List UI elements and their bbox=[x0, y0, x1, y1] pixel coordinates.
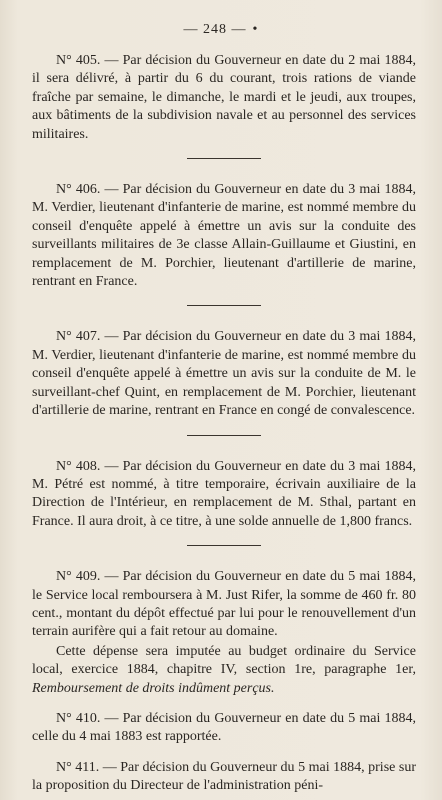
paragraph: N° 409. — Par décision du Gouverneur en date du 5 mai 1884, le Service local remboursera à M. Just Rifer, la somme de 460 fr. 80 cent., montant du dépôt effectué par lui pour le renouvellement d'un terrain aurifère qui a fait retour au domaine. bbox=[32, 569, 416, 640]
paragraph: N° 405. — Par décision du Gouverneur en date du 2 mai 1884, il sera délivré, à partir du 6 du courant, trois rations de viande fraîche par semaine, le dimanche, le mardi et le jeudi, aux troupes, aux bâtiments de la subdivision navale et au personnel des services militaires. bbox=[32, 53, 416, 142]
decision-411 bbox=[32, 759, 416, 796]
separator-rule bbox=[187, 305, 261, 306]
paragraph: N° 411. — Par décision du Gouverneur du 5 mai 1884, prise sur la proposition du Directeur de l'administration péni- bbox=[32, 759, 416, 794]
decision-409 bbox=[32, 568, 416, 698]
decision-406 bbox=[32, 181, 416, 291]
decision-407 bbox=[32, 328, 416, 420]
paragraph: N° 408. — Par décision du Gouverneur en date du 3 mai 1884, M. Pétré est nommé, à titre temporaire, écrivain auxiliaire de la Direction de l'Intérieur, en remplacement de M. Sthal, partant en France. Il aura droit, à ce titre, à une solde annuelle de 1,800 francs. bbox=[32, 458, 416, 529]
spacer bbox=[32, 698, 416, 710]
decision-408 bbox=[32, 458, 416, 532]
decision-405 bbox=[32, 52, 416, 144]
separator-rule bbox=[187, 435, 261, 436]
spacer bbox=[32, 747, 416, 759]
paragraph-continuation bbox=[32, 643, 416, 698]
document-body bbox=[32, 52, 416, 796]
paragraph-text: Cette dépense sera imputée au budget ordinaire du Service local, exercice 1884, chapitre IV, section 1re, paragraphe 1er, bbox=[32, 643, 416, 678]
paragraph: N° 410. — Par décision du Gouverneur en date du 5 mai 1884, celle du 4 mai 1883 est rapportée. bbox=[32, 710, 416, 745]
page-number bbox=[0, 22, 442, 38]
separator-rule bbox=[187, 545, 261, 546]
page-number-text: — 248 — bbox=[183, 22, 247, 37]
paragraph: N° 407. — Par décision du Gouverneur en date du 3 mai 1884, M. Verdier, lieutenant d'infanterie de marine, est nommé membre du conseil d'enquête appelé à émettre un avis sur la conduite de M. le surveillant-chef Quint, en remplacement de M. Porchier, lieutenant d'artillerie de marine, rentrant en France en congé de convalescence. bbox=[32, 329, 416, 419]
paragraph: N° 406. — Par décision du Gouverneur en date du 3 mai 1884, M. Verdier, lieutenant d'infanterie de marine, est nommé membre du conseil d'enquête appelé à émettre un avis sur la conduite des surveillants militaires de 3e classe Allain-Guillaume et Giustini, en remplacement de M. Porchier, lieutenant d'artillerie de marine, rentrant en France. bbox=[32, 182, 416, 290]
page-mark: • bbox=[252, 22, 259, 37]
decision-410 bbox=[32, 710, 416, 747]
italic-heading: Remboursement de droits indûment perçus. bbox=[32, 680, 275, 696]
separator-rule bbox=[187, 158, 261, 159]
